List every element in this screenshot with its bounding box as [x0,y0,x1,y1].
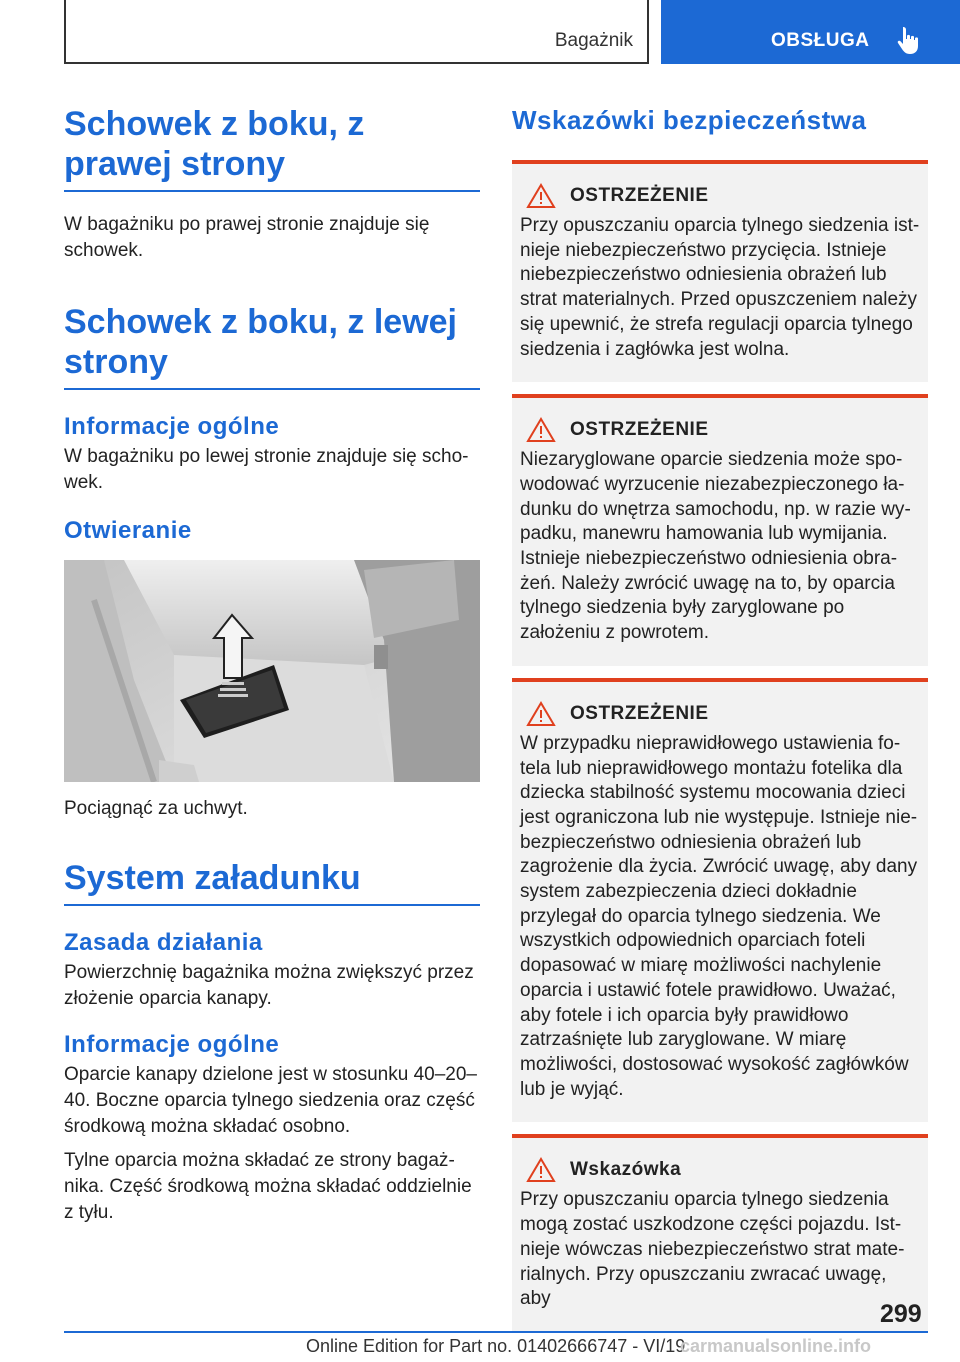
page-number: 299 [880,1300,922,1328]
trunk-compartment-photo [64,560,480,782]
footer-edition: Online Edition for Part no. 01402666747 - VI/19 [306,1336,686,1356]
subtitle-opening: Otwieranie [64,517,192,544]
right-column [512,104,928,1332]
header-section-box [64,0,649,64]
warning-text: Niezaryglowane oparcie siedzenia może spowodować wyrzucenie niezabezpieczonego ładunku do wnętrza samochodu, np. w razie wypadku, manewru hamowania lub wymijania. Istnieje niebezpieczeństwo odniesienia obrażeń. Należy zwrócić uwagę na to, by oparcia tylnego siedzenia były zaryglowane po założeniu z powrotem. [520,449,911,644]
notice-label: Wskazówka [570,1159,682,1181]
warning-triangle-icon [526,1157,556,1183]
section-title-loading-system: System załadunku [64,858,480,906]
caption-pull-handle: Pociągnąć za uchwyt. [64,798,248,819]
paragraph-split-ratio: Oparcie kanapy dzielone jest w stosunku 40–20–40. Boczne oparcia tylnego siedzenia oraz część środkową można składać osobno. [64,1064,477,1137]
header-section-name: Bagażnik [554,30,633,51]
warning-label: OSTRZEŻENIE [570,419,709,441]
subtitle-general-info-2: Informacje ogólne [64,1031,280,1058]
subtitle-operating-principle: Zasada działania [64,929,263,956]
subtitle-general-info: Informacje ogólne [64,413,280,440]
footer-divider [64,1331,928,1333]
trunk-illustration [64,560,480,782]
footer-watermark: carmanualsonline.info [680,1336,872,1356]
notice-box [512,1134,928,1332]
hand-pointer-icon [895,24,927,56]
header-chapter-tab [661,0,960,64]
warning-triangle-icon [526,701,556,727]
section-title-left-compartment: Schowek z boku, z lewej strony [64,302,480,390]
warning-label: OSTRZEŻENIE [570,185,709,206]
left-column [64,104,480,1226]
warning-triangle-icon [526,183,556,209]
section-title-safety: Wskazówki bezpieczeństwa [512,105,867,135]
warning-box-2 [512,394,928,666]
warning-triangle-icon [526,417,556,443]
paragraph-left-compartment: W bagażniku po lewej stronie znajduje się schowek. [64,446,469,493]
section-title-right-compartment: Schowek z boku, z prawej strony [64,104,480,192]
warning-label: OSTRZEŻENIE [570,702,709,724]
warning-box-1 [512,160,928,382]
paragraph-operating-principle: Powierzchnię bagażnika można zwiększyć przez złożenie oparcia kanapy. [64,962,474,1009]
warning-box-3 [512,678,928,1123]
warning-text: W przypadku nieprawidłowego ustawienia fotela lub nieprawidłowego montażu fotelika dla dziecka stabilność systemu mocowania dzieci jest ograniczona lub nie występuje. Istnieje niebezpieczeństwo odniesienia obrażeń lub zagrożenie dla życia. Zwrócić uwagę, aby dany system zabezpieczenia dzieci dokładnie przylegał do oparcia tylnego siedzenia. We wszystkich odpowiednich oparciach foteli dopasować w miarę możliwości nachylenie oparcia i ustawić fotele prawidłowo. Uważać, aby fotele i ich oparcia były prawidłowo zatrzaśnięte lub zaryglowane. W miarę możliwości, dostosować wysokość zagłówków lub je wyjąć. [520,732,918,1100]
notice-text: Przy opuszczaniu oparcia tylnego siedzenia mogą zostać uszkodzone części pojazdu. Istnieje wówczas niebezpieczeństwo strat materialnych. Przy opuszczaniu zwracać uwagę, aby [520,1189,905,1310]
header-chapter-label: OBSŁUGA [771,30,870,51]
paragraph-folding: Tylne oparcia można składać ze strony bagażnika. Część środkową można składać oddzielnie z tyłu. [64,1150,472,1223]
paragraph-right-compartment: W bagażniku po prawej stronie znajduje się schowek. [64,214,430,261]
warning-text: Przy opuszczaniu oparcia tylnego siedzenia istnieje niebezpieczeństwo przycięcia. Istnieje niebezpieczeństwo odniesienia obrażeń lub strat materialnych. Przed opuszczeniem należy się upewnić, że strefa regulacji oparcia tylnego siedzenia i zagłówka jest wolna. [520,215,920,360]
